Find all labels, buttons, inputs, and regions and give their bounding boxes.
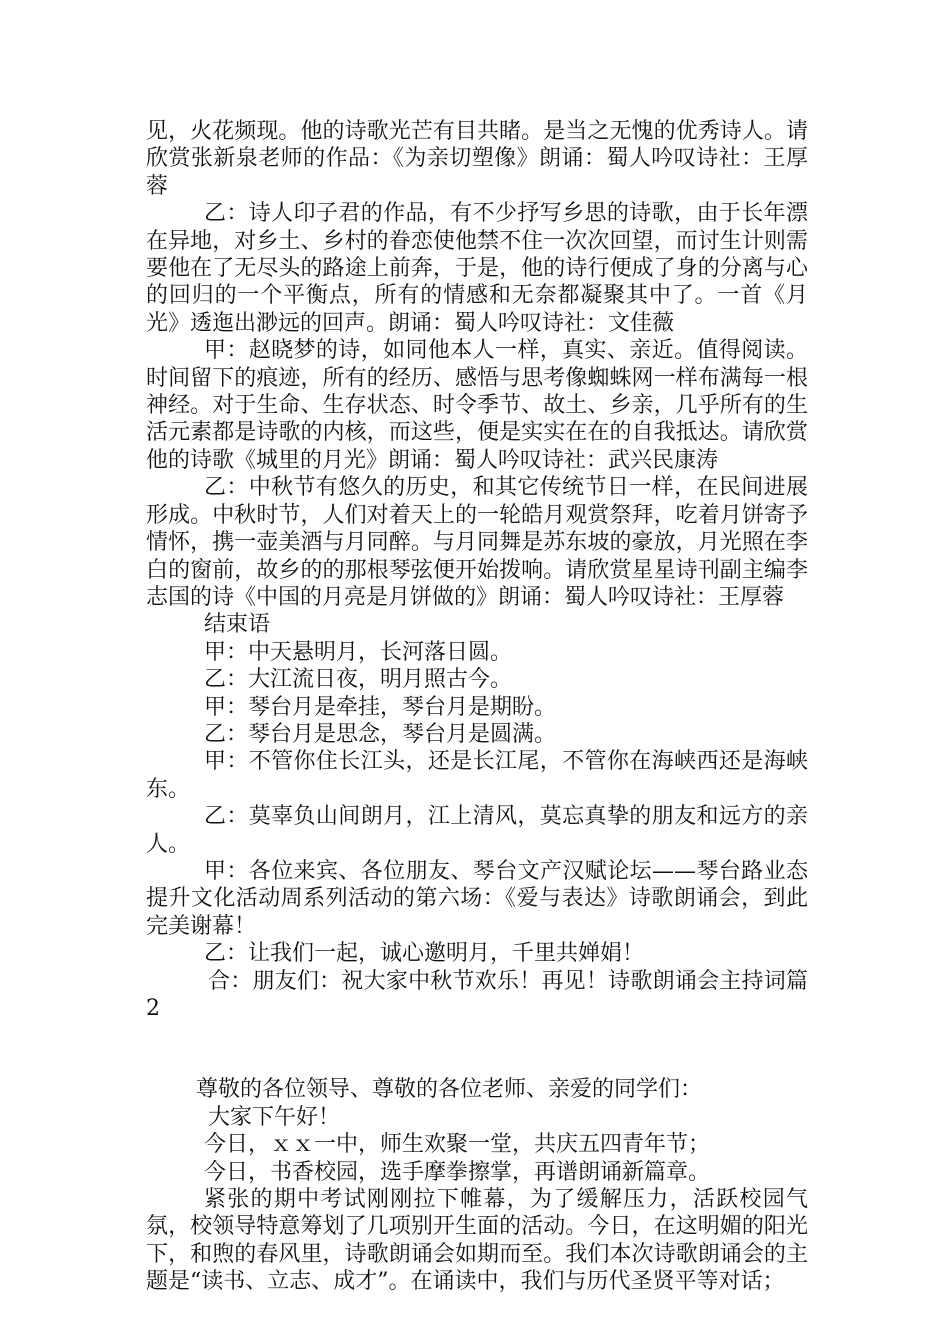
paragraph: 甲：赵晓梦的诗，如同他本人一样，真实、亲近。值得阅读。时间留下的痕迹，所有的经历、感悟与思考像蜘蛛网一样布满每一根神经。对于生命、生存状态、时令季节、故土、乡亲，几乎所有的生活元素都是诗歌的内核，而这些，便是实实在在的自我抵达。请欣赏他的诗歌《城里的月光》朗诵：蜀人吟叹诗社：武兴民康涛 <box>146 338 808 473</box>
greeting-line: 大家下午好！ <box>208 1104 341 1130</box>
paragraph: 乙：中秋节有悠久的历史，和其它传统节日一样，在民间进展形成。中秋时节，人们对着天上的一轮皓月观赏祭拜，吃着月饼寄予情怀，携一壶美酒与月同醉。与月同舞是苏东坡的豪放，月光照在李白的窗前，故乡的的那根琴弦便开始拨响。请欣赏星星诗刊副主编李志国的诗《中国的月亮是月饼做的》朗诵：蜀人吟叹诗社：王厚蓉 <box>146 475 808 610</box>
dialogue-line: 乙：莫辜负山间朗月，江上清风，莫忘真挚的朋友和远方的亲人。 <box>146 804 808 857</box>
document-page <box>146 118 808 1296</box>
dialogue-line: 甲：琴台月是牵挂，琴台月是期盼。 <box>204 694 557 720</box>
dialogue-line: 乙：让我们一起，诚心邀明月，千里共婵娟！ <box>204 941 645 967</box>
paragraph: 乙：诗人印子君的作品，有不少抒写乡思的诗歌，由于长年漂在异地，对乡土、乡村的眷恋使他禁不住一次次回望，而讨生计则需要他在了无尽头的路途上前奔，于是，他的诗行便成了身的分离与心的回归的一个平衡点，所有的情感和无奈都凝聚其中了。一首《月光》透迤出渺远的回声。朗诵：蜀人吟叹诗社：文佳薇 <box>146 201 808 336</box>
paragraph: 今日，ｘｘ一中，师生欢聚一堂，共庆五四青年节； <box>204 1132 711 1158</box>
dialogue-line: 甲：各位来宾、各位朋友、琴台文产汉赋论坛——琴台路业态提升文化活动周系列活动的第六场：《爱与表达》诗歌朗诵会，到此完美谢幕！ <box>146 858 808 939</box>
dialogue-line: 甲：不管你住长江头，还是长江尾，不管你在海峡西还是海峡东。 <box>146 749 808 802</box>
dialogue-line: 甲：中天悬明月，长河落日圆。 <box>204 639 513 665</box>
greeting-line: 尊敬的各位领导、尊敬的各位老师、亲爱的同学们： <box>196 1077 703 1103</box>
paragraph: 见，火花频现。他的诗歌光芒有目共睹。是当之无愧的优秀诗人。请欣赏张新泉老师的作品：《为亲切塑像》朗诵：蜀人吟叹诗社：王厚蓉 <box>146 119 808 199</box>
dialogue-line: 合：朋友们：祝大家中秋节欢乐！再见！诗歌朗诵会主持词篇2 <box>146 968 808 1021</box>
dialogue-line: 乙：琴台月是思念，琴台月是圆满。 <box>204 721 557 747</box>
paragraph: 紧张的期中考试刚刚拉下帷幕，为了缓解压力，活跃校园气氛，校领导特意筹划了几项别开生面的活动。今日，在这明媚的阳光下，和煦的春风里，诗歌朗诵会如期而至。我们本次诗歌朗诵会的主题是“读书、立志、成才”。在诵读中，我们与历代圣贤平等对话； <box>146 1187 808 1295</box>
paragraph: 今日，书香校园，选手摩拳擦掌，再谱朗诵新篇章。 <box>204 1159 711 1185</box>
section-heading: 结束语 <box>204 612 271 638</box>
section-spacer <box>146 1022 808 1076</box>
dialogue-line: 乙：大江流日夜，明月照古今。 <box>204 667 513 693</box>
